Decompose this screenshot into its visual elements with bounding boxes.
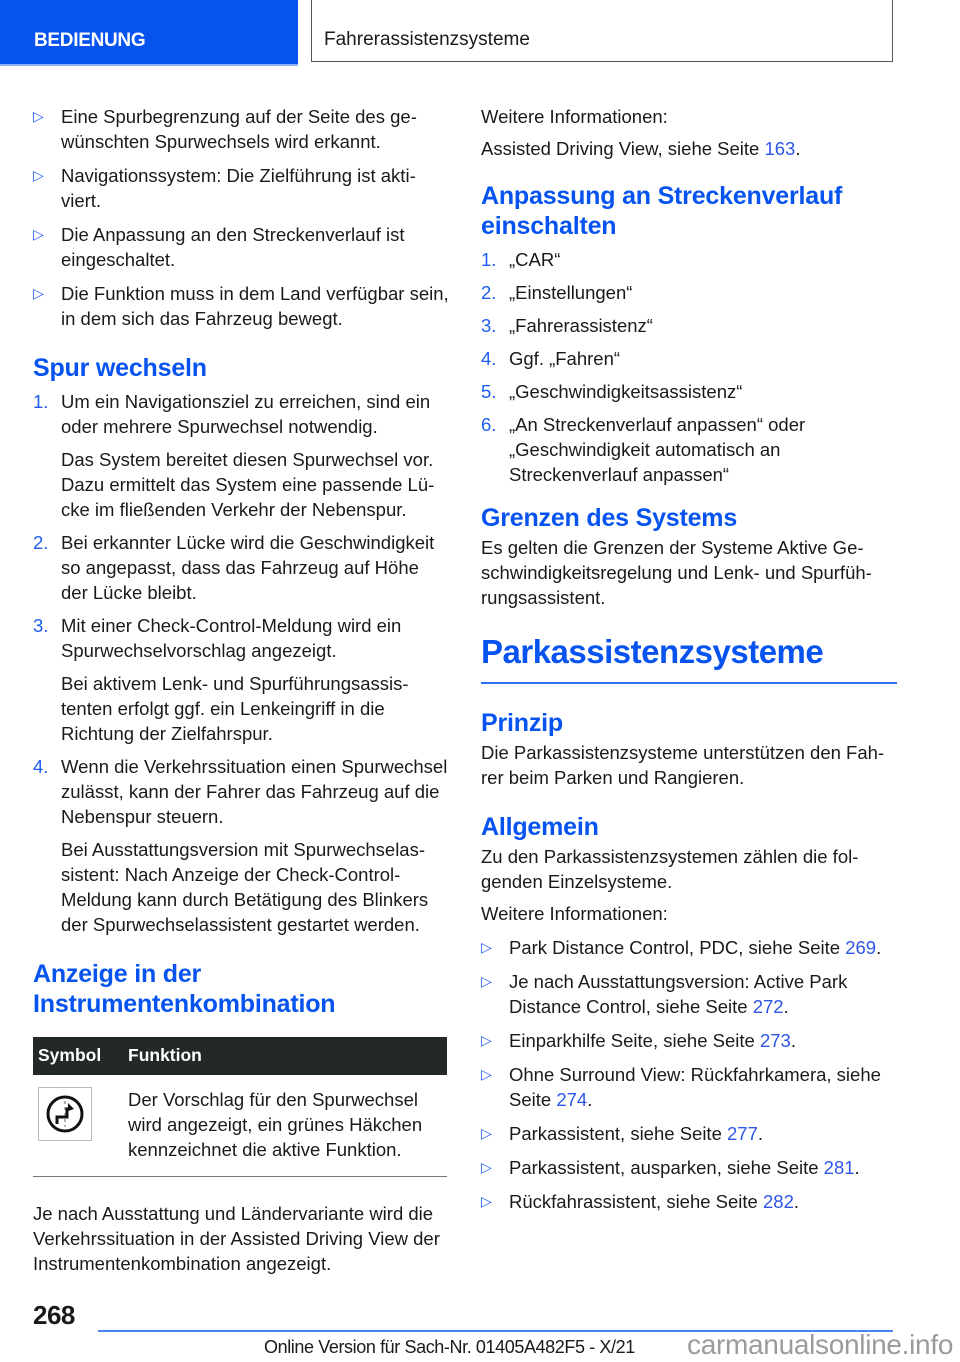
- step-item: 4. Ggf. „Fahren“: [481, 348, 621, 369]
- list-item: ▷ Die Funktion muss in dem Land verfügbar sein, in dem sich das Fahrzeug bewegt.: [33, 283, 449, 329]
- page-link-272[interactable]: 272: [752, 995, 784, 1017]
- list-item: ▷ Navigationssystem: Die Zielführung ist aktiviert.: [33, 165, 416, 211]
- chapter-box: [311, 0, 893, 62]
- grenzen-text: Es gelten die Grenzen der Systeme Aktive Geschwindigkeitsregelung und Lenk- und Spurführungsassistent.: [481, 537, 872, 608]
- symbol-cell: [33, 1075, 123, 1177]
- precondition-list: [33, 104, 449, 331]
- prinzip-text: Die Parkassistenzsysteme unterstützen den Fahrer beim Parken und Rangieren.: [481, 741, 885, 788]
- heading-rule: [481, 682, 897, 684]
- chapter-heading-parkassistenz: Parkassistenzsysteme: [481, 633, 824, 670]
- closing-paragraph: Je nach Ausstattung und Ländervariante wird die Verkehrssituation in der Assisted Driving View der Instrumentenkombination angezeigt.: [33, 1203, 440, 1274]
- more-info-label: Weitere Informationen:: [481, 106, 668, 127]
- step-item: 5. „Geschwindigkeitsassistenz“: [481, 381, 743, 402]
- allgemein-text: Zu den Parkassistenzsystemen zählen die folgenden Einzelsysteme.: [481, 845, 859, 892]
- list-item: ▷ Einparkhilfe Seite, siehe Seite 273.: [481, 1029, 796, 1051]
- step-number: 3.: [33, 615, 49, 636]
- lane-change-steps: [33, 389, 449, 937]
- triangle-bullet-icon: ▷: [33, 285, 44, 301]
- triangle-bullet-icon: ▷: [481, 972, 492, 989]
- section-label: BEDIENUNG: [34, 30, 146, 51]
- list-item: ▷ Parkassistent, siehe Seite 277.: [481, 1122, 764, 1144]
- step-item: 2. Bei erkannter Lücke wird die Geschwindigkeit so angepasst, dass das Fahrzeug auf Höhe der Lücke bleibt.: [33, 532, 435, 603]
- page-link-282[interactable]: 282: [763, 1190, 794, 1212]
- section-heading-spur-wechseln: Spur wechseln: [33, 354, 207, 382]
- page-link-269[interactable]: 269: [845, 936, 877, 958]
- triangle-bullet-icon: ▷: [481, 1158, 492, 1175]
- page-number: 268: [33, 1300, 75, 1330]
- triangle-bullet-icon: ▷: [481, 938, 492, 955]
- list-item: ▷ Rückfahrassistent, siehe Seite 282.: [481, 1190, 800, 1212]
- function-cell: Der Vorschlag für den Spurwechsel wird angezeigt, ein grünes Häkchen kennzeichnet die aktive Funktion.: [123, 1075, 447, 1177]
- list-item: ▷ Die Anpassung an den Streckenverlauf ist eingeschaltet.: [33, 224, 405, 270]
- step-item: 3. „Fahrerassistenz“: [481, 315, 653, 336]
- step-item: 1. „CAR“: [481, 249, 561, 270]
- page-link-281[interactable]: 281: [823, 1156, 855, 1178]
- table-header-symbol: Symbol: [33, 1037, 123, 1075]
- table-header-funktion: Funktion: [123, 1037, 447, 1075]
- online-version-note: Online Version für Sach-Nr. 01405A482F5 - X/21: [264, 1337, 635, 1357]
- step-number: 2.: [33, 532, 49, 553]
- step-item: 6. „An Streckenverlauf anpassen“ oder „Geschwindigkeit automatisch an Streckenverlauf anpassen“: [481, 414, 806, 485]
- section-tab: [0, 0, 298, 64]
- page-link-163[interactable]: 163: [764, 138, 796, 159]
- triangle-bullet-icon: ▷: [33, 108, 44, 124]
- anpassung-steps: [481, 247, 897, 487]
- page-link-273[interactable]: 273: [759, 1029, 791, 1051]
- chapter-title: Fahrerassistenzsysteme: [324, 29, 530, 50]
- list-item: ▷ Park Distance Control, PDC, siehe Seite 269.: [481, 936, 882, 958]
- step-item: 3. Mit einer Check-Control-Meldung wird ein Spurwechselvorschlag angezeigt. Bei aktivem Lenk- und Spurführungsassistenten erfolgt ggf. ein Lenkeingriff in die Richtung der Zielfahrspur.: [33, 615, 409, 744]
- step-number: 4.: [33, 756, 49, 777]
- step-number: 1.: [33, 391, 49, 412]
- symbol-table: [33, 1037, 447, 1177]
- step-item: 4. Wenn die Verkehrssituation einen Spurwechsel zulässt, kann der Fahrer das Fahrzeug auf die Nebenspur steuern. Bei Ausstattungsversion mit Spurwechselassistent: Nach Anzeige der Check-Control-Meldung kann durch Betätigung des Blinkers der Spurwechselassistent gestartet werden.: [33, 756, 448, 935]
- lane-change-suggestion-icon: [38, 1087, 92, 1141]
- table-row: [33, 1075, 447, 1177]
- list-item: ▷ Ohne Surround View: Rückfahrkamera, siehe Seite 274.: [481, 1063, 881, 1110]
- adv-reference: Assisted Driving View, siehe Seite 163.: [481, 138, 801, 159]
- page-link-274[interactable]: 274: [556, 1088, 588, 1110]
- step-item: 1. Um ein Navigationsziel zu erreichen, sind ein oder mehrere Spurwechsel notwendig. Das System bereitet diesen Spurwechsel vor. Dazu ermittelt das System eine passende Lücke im fließenden Verkehr der Nebenspur.: [33, 391, 435, 520]
- list-item: ▷ Je nach Ausstattungsversion: Active Park Distance Control, siehe Seite 272.: [481, 970, 848, 1017]
- triangle-bullet-icon: ▷: [33, 226, 44, 242]
- section-heading-prinzip: Prinzip: [481, 708, 563, 737]
- right-column: [481, 104, 897, 1223]
- left-column: [33, 104, 449, 1276]
- triangle-bullet-icon: ▷: [481, 1192, 492, 1209]
- list-item: ▷ Eine Spurbegrenzung auf der Seite des gewünschten Spurwechsels wird erkannt.: [33, 106, 417, 152]
- triangle-bullet-icon: ▷: [481, 1031, 492, 1048]
- list-item: ▷ Parkassistent, ausparken, siehe Seite 281.: [481, 1156, 860, 1178]
- triangle-bullet-icon: ▷: [481, 1065, 492, 1082]
- triangle-bullet-icon: ▷: [33, 167, 44, 183]
- section-heading-allgemein: Allgemein: [481, 812, 599, 841]
- section-tab-underline: [0, 64, 298, 66]
- step-item: 2. „Einstellungen“: [481, 282, 633, 303]
- section-heading-anpassung: Anpassung an Streckenverlauf einschalten: [481, 182, 843, 240]
- section-heading-grenzen: Grenzen des Systems: [481, 504, 738, 532]
- more-info-label: Weitere Informationen:: [481, 902, 668, 924]
- park-systems-list: [481, 935, 897, 1214]
- page-link-277[interactable]: 277: [727, 1122, 758, 1144]
- section-heading-anzeige: Anzeige in der Instrumentenkombination: [33, 960, 336, 1018]
- triangle-bullet-icon: ▷: [481, 1124, 492, 1141]
- watermark: carmanualsonline.info: [687, 1329, 954, 1360]
